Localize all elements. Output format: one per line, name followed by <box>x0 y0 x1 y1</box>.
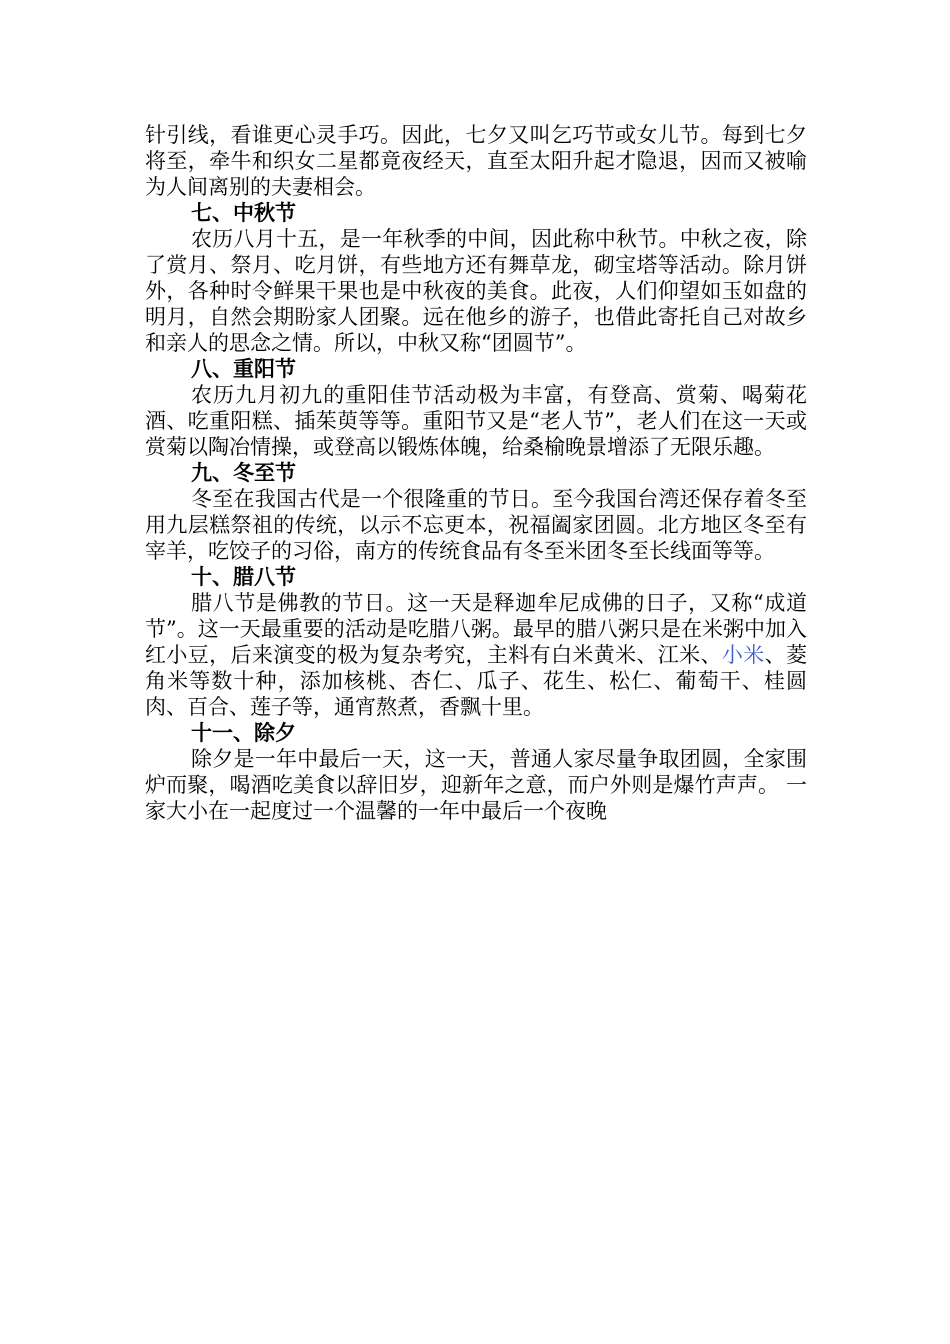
document-page <box>145 122 807 824</box>
intro-paragraph: 针引线，看谁更心灵手巧。因此，七夕又叫乞巧节或女儿节。每到七夕将至，牵牛和织女二星都竟夜经天，直至太阳升起才隐退，因而又被喻为人间离别的夫妻相会。 <box>145 123 807 199</box>
section-winter-solstice <box>145 460 807 564</box>
section-heading: 八、重阳节 <box>191 356 296 381</box>
section-heading: 十一、除夕 <box>191 720 296 745</box>
section-mid-autumn <box>145 200 807 356</box>
section-body: 除夕是一年中最后一天，这一天，普通人家尽量争取团圆，全家围炉而聚，喝酒吃美食以辞旧岁，迎新年之意，而户外则是爆竹声声。 一家大小在一起度过一个温馨的一年中最后一个夜晚 <box>145 747 807 823</box>
section-double-ninth <box>145 356 807 460</box>
section-body-text: 腊八节是佛教的节日。这一天是释迦牟尼成佛的日子，又称“成道节”。这一天最重要的活动是吃腊八粥。最早的腊八粥只是在米粥中加入红小豆，后来演变的极为复杂考究，主料有白米黄米、江米、 <box>145 591 807 667</box>
section-heading: 七、中秋节 <box>191 200 296 225</box>
section-body-text: 、菱角米等数十种，添加核桃、杏仁、瓜子、花生、松仁、葡萄干、桂圆肉、百合、莲子等，通宵熬煮，香飘十里。 <box>145 643 808 719</box>
section-body: 冬至在我国古代是一个很隆重的节日。至今我国台湾还保存着冬至用九层糕祭祖的传统，以示不忘更本，祝福阖家团圆。北方地区冬至有宰羊，吃饺子的习俗，南方的传统食品有冬至米团冬至长线面等等。 <box>145 487 807 563</box>
section-laba <box>145 564 807 720</box>
millet-link[interactable]: 小米 <box>721 643 765 667</box>
section-heading: 十、腊八节 <box>191 564 296 589</box>
section-body: 农历八月十五，是一年秋季的中间，因此称中秋节。中秋之夜，除了赏月、祭月、吃月饼，有些地方还有舞草龙，砌宝塔等活动。除月饼外，各种时令鲜果干果也是中秋夜的美食。此夜，人们仰望如玉如盘的明月，自然会期盼家人团聚。远在他乡的游子，也借此寄托自己对故乡和亲人的思念之情。所以，中秋又称“团圆节”。 <box>145 227 807 355</box>
section-body: 农历九月初九的重阳佳节活动极为丰富，有登高、赏菊、喝菊花酒、吃重阳糕、插茱萸等等。重阳节又是“老人节”，老人们在这一天或赏菊以陶冶情操，或登高以锻炼体魄，给桑榆晚景增添了无限乐趣。 <box>145 383 807 459</box>
section-body <box>145 590 807 720</box>
section-heading: 九、冬至节 <box>191 460 296 485</box>
section-new-years-eve <box>145 720 807 824</box>
